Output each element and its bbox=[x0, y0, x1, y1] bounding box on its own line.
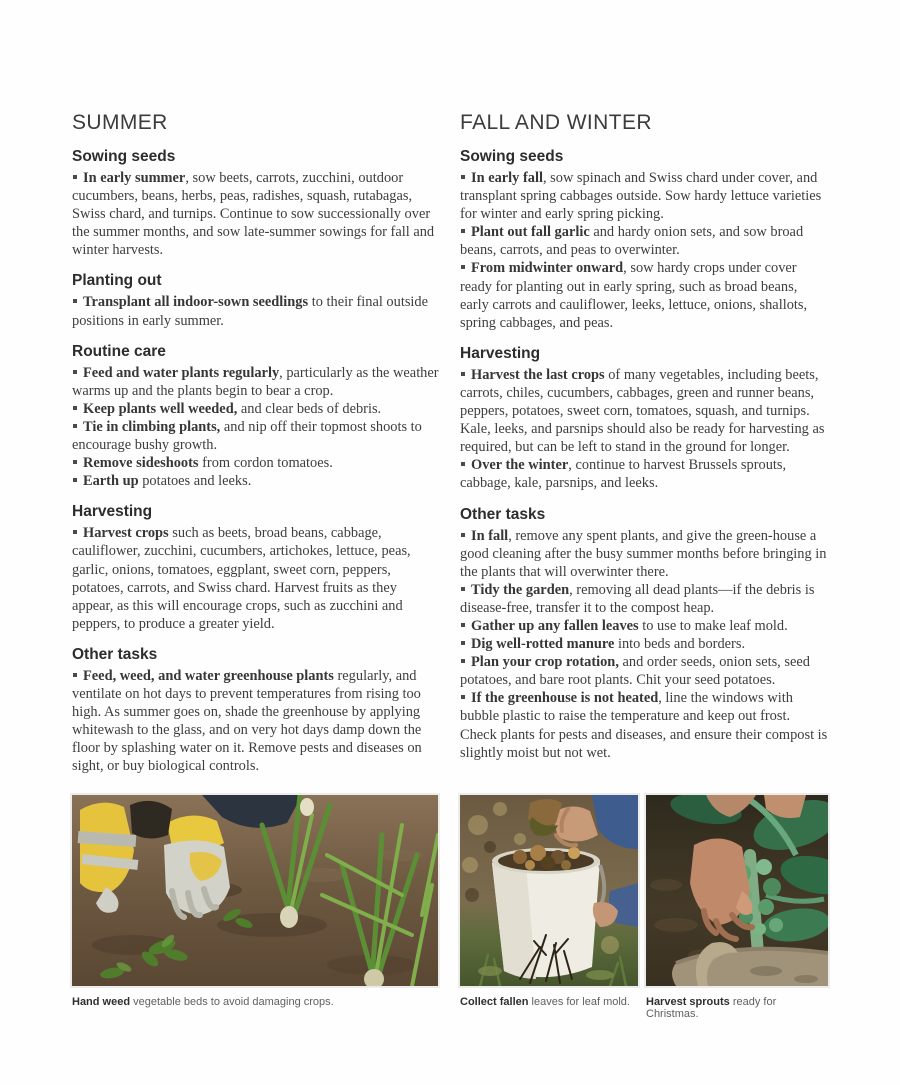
bullet-text: , particularly as the weather warms up and the plants begin to bear a crop. bbox=[72, 364, 439, 399]
section-heading: Other tasks bbox=[72, 645, 158, 663]
caption-text: ready for Christmas. bbox=[646, 996, 777, 1020]
bullet-item bbox=[72, 472, 439, 490]
bullet-lead: Keep plants well weeded, bbox=[83, 400, 238, 417]
section-routine-care bbox=[72, 343, 439, 491]
section-harvesting bbox=[460, 345, 829, 493]
bullet-text: , removing all dead plants—if the debris is disease-free, transfer it to the compost heap. bbox=[460, 581, 815, 616]
bullet-lead: Gather up any fallen leaves bbox=[471, 617, 639, 634]
bullet-lead: Harvest the last crops bbox=[471, 366, 605, 383]
bullet-text: , line the windows with bubble plastic to raise the temperature and keep out frost. Check plants for pests and diseases, and ensure their compost is slightly moist but not wet. bbox=[460, 690, 828, 761]
section-heading: Planting out bbox=[72, 272, 162, 290]
harvest-sprouts-caption bbox=[646, 996, 830, 1020]
column-summer bbox=[72, 111, 439, 787]
bullet-text: , continue to harvest Brussels sprouts, cabbage, kale, parsnips, and leeks. bbox=[460, 457, 787, 492]
harvest-sprouts-photo bbox=[644, 793, 830, 988]
caption-text: vegetable beds to avoid damaging crops. bbox=[130, 996, 334, 1008]
bullet-lead: If the greenhouse is not heated bbox=[471, 690, 659, 707]
section-planting-out bbox=[72, 272, 439, 329]
section-heading: Harvesting bbox=[460, 344, 541, 362]
bullet-item bbox=[72, 454, 439, 472]
bullet-lead: In early summer bbox=[83, 170, 186, 186]
caption-text: leaves for leaf mold. bbox=[528, 996, 630, 1008]
bullet-text: , sow spinach and Swiss chard under cover, and transplant spring cabbages outside. Sow hardy lettuce varieties for winter and early spring picking. bbox=[460, 170, 822, 223]
bullet-lead: Feed and water plants regularly bbox=[83, 364, 280, 381]
bullet-lead: Feed, weed, and water greenhouse plants bbox=[83, 667, 334, 684]
harvest-sprouts-photo-art bbox=[646, 795, 828, 986]
bullet-item bbox=[72, 418, 439, 454]
bullet-item bbox=[460, 581, 829, 617]
column-title: FALL AND WINTER bbox=[460, 111, 652, 134]
bullet-text: such as beets, broad beans, cabbage, cauliflower, zucchini, cucumbers, artichokes, lettuce, peas, garlic, onions, tomatoes, eggplant, sweet corn, peppers, potatoes, carrots, and Swiss chard. Harvest fruits as they appear, as this will encourage crops, such as zucchini and peppers, to produce a greater yield. bbox=[72, 525, 411, 632]
bullet-item bbox=[460, 635, 829, 653]
bullet-text: , remove any spent plants, and give the green-house a good cleaning after the busy summer months before bringing in the plants that will overwinter there. bbox=[460, 527, 827, 580]
caption-lead: Collect fallen bbox=[460, 996, 529, 1008]
collect-fallen-photo-art bbox=[460, 795, 638, 986]
bullet-text: and clear beds of debris. bbox=[237, 400, 382, 417]
bullet-item bbox=[460, 223, 829, 259]
section-sowing-seeds bbox=[72, 148, 439, 259]
bullet-text: and order seeds, onion sets, seed potatoes, and bare root plants. Chit your seed potatoes. bbox=[460, 654, 810, 689]
bullet-lead: Tidy the garden bbox=[471, 581, 570, 598]
hand-weed-photo-art bbox=[72, 795, 438, 986]
caption-lead: Hand weed bbox=[72, 996, 131, 1008]
section-heading: Sowing seeds bbox=[72, 148, 176, 165]
section-heading: Sowing seeds bbox=[460, 148, 564, 165]
bullet-text: into beds and borders. bbox=[614, 636, 746, 653]
hand-weed-photo bbox=[70, 793, 440, 988]
bullet-item bbox=[460, 259, 829, 331]
bullet-item bbox=[460, 527, 829, 581]
section-heading: Other tasks bbox=[460, 505, 546, 523]
bullet-text: and hardy onion sets, and sow broad beans, carrots, and peas to overwinter. bbox=[460, 224, 804, 259]
bullet-lead: Harvest crops bbox=[83, 525, 169, 542]
bullet-lead: Tie in climbing plants, bbox=[83, 418, 221, 435]
bullet-lead: Remove sideshoots bbox=[83, 455, 199, 472]
collect-fallen-photo bbox=[458, 793, 640, 988]
bullet-text: to use to make leaf mold. bbox=[638, 617, 788, 634]
hand-weed-caption bbox=[72, 996, 438, 1008]
column-fall-and-winter bbox=[460, 111, 829, 774]
bullet-item bbox=[460, 456, 829, 492]
bullet-text: regularly, and ventilate on hot days to prevent temperatures from rising too high. As summer goes on, shade the greenhouse by applying whitewash to the glass, and on very hot days damp down the floor by splashing water on it. Remove pests and diseases on sight, or buy biological controls. bbox=[72, 667, 422, 775]
bullet-lead: In early fall bbox=[471, 170, 543, 186]
bullet-lead: Dig well-rotted manure bbox=[471, 636, 615, 653]
bullet-item bbox=[460, 366, 829, 456]
bullet-item bbox=[72, 169, 439, 259]
bullet-lead: Plant out fall garlic bbox=[471, 224, 590, 241]
section-heading: Routine care bbox=[72, 342, 166, 360]
bullet-text: , sow beets, carrots, zucchini, outdoor cucumbers, beans, herbs, peas, radishes, squash, rutabagas, Swiss chard, and turnips. Continue to sow successionally over the summer months, and sow late-summer sowings for fall and winter harvests. bbox=[72, 170, 435, 259]
bullet-text: from cordon tomatoes. bbox=[198, 455, 333, 472]
bullet-lead: Over the winter bbox=[471, 457, 569, 474]
caption-lead: Harvest sprouts bbox=[646, 996, 730, 1008]
bullet-item bbox=[72, 667, 439, 776]
bullet-text: of many vegetables, including beets, carrots, chiles, cucumbers, cabbages, green and runner beans, peppers, potatoes, sweet corn, tomatoes, squash, and turnips. Kale, leeks, and parsnips should also be ready for harvesting as required, but can be left to stand in the ground for longer. bbox=[460, 366, 825, 456]
bullet-item bbox=[460, 653, 829, 689]
bullet-item bbox=[72, 400, 439, 418]
bullet-item bbox=[72, 364, 439, 400]
column-title: SUMMER bbox=[72, 111, 168, 134]
bullet-text: to their final outside positions in early summer. bbox=[72, 294, 429, 329]
section-other-tasks bbox=[72, 646, 439, 776]
bullet-lead: In fall bbox=[471, 527, 509, 544]
bullet-item bbox=[72, 524, 439, 633]
bullet-text: potatoes and leeks. bbox=[138, 473, 252, 490]
bullet-lead: Transplant all indoor-sown seedlings bbox=[83, 294, 309, 311]
collect-fallen-caption bbox=[460, 996, 640, 1008]
bullet-item bbox=[460, 689, 829, 761]
section-other-tasks bbox=[460, 506, 829, 762]
bullet-item bbox=[72, 293, 439, 329]
bullet-lead: From midwinter onward bbox=[471, 260, 624, 277]
bullet-text: , sow hardy crops under cover ready for planting out in early spring, such as broad beans, early carrots and cauliflower, leeks, lettuce, onions, shallots, spring cabbages, and peas. bbox=[460, 260, 808, 331]
bullet-item bbox=[460, 169, 829, 223]
section-heading: Harvesting bbox=[72, 503, 153, 521]
bullet-item bbox=[460, 617, 829, 635]
bullet-lead: Plan your crop rotation, bbox=[471, 654, 619, 671]
section-sowing-seeds bbox=[460, 148, 829, 332]
bullet-lead: Earth up bbox=[83, 473, 139, 490]
section-harvesting bbox=[72, 503, 439, 633]
bullet-text: and nip off their topmost shoots to encourage bushy growth. bbox=[72, 418, 422, 454]
